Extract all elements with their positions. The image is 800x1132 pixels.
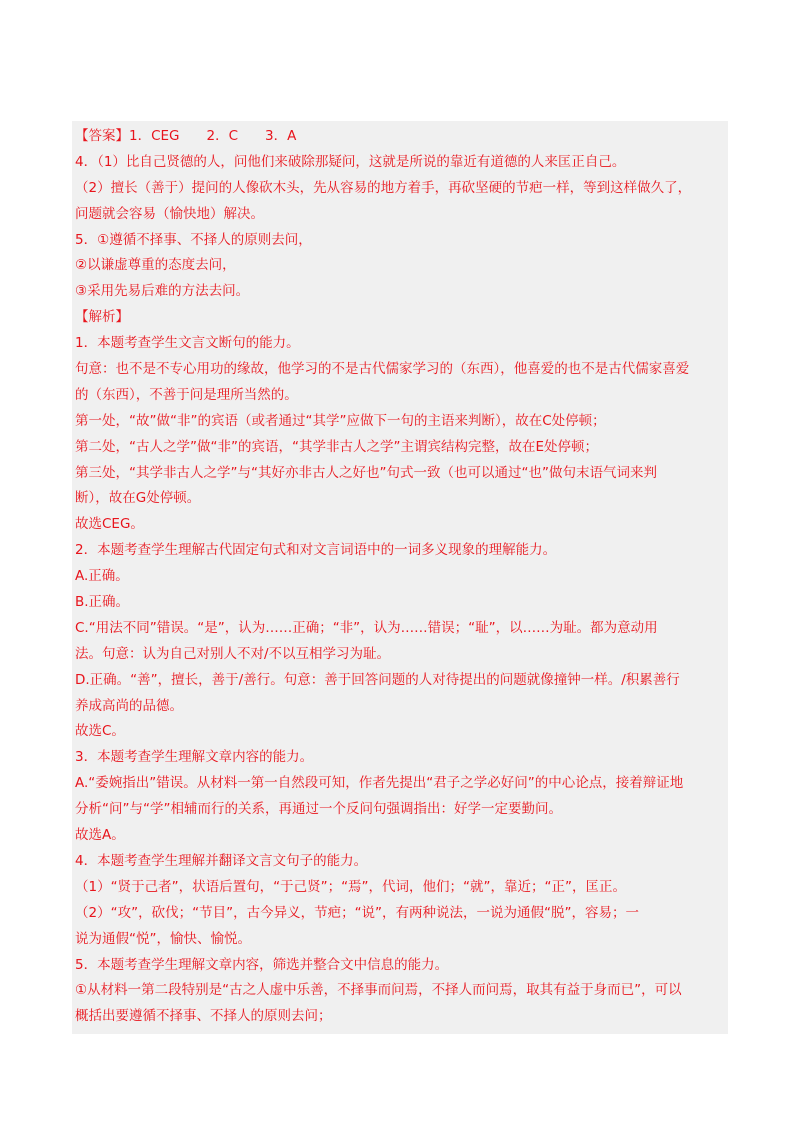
text-line: ③采用先易后难的方法去问。 [75,283,250,300]
text-line: 说为通假“悦”，愉快、愉悦。 [75,930,251,947]
text-line: D.正确。“善”，擅长，善于/善行。句意：善于回答问题的人对待提出的问题就像撞钟一样。/积累善行 [75,671,680,688]
text-line: 1．本题考查学生文言文断句的能力。 [75,335,300,352]
text-line: （2）擅长（善于）提问的人像砍木头，先从容易的地方着手，再砍坚硬的节疤一样，等到这样做久了， [75,179,692,196]
text-line: 养成高尚的品德。 [75,697,183,714]
text-line: 的（东西），不善于问是理所当然的。 [75,386,298,403]
text-line: A.“委婉指出”错误。从材料一第一自然段可知，作者先提出“君子之学必好问”的中心论点，接着辩证地 [75,775,684,792]
text-line: 【解析】 [75,309,129,326]
text-line: 断），故在G处停顿。 [75,490,201,507]
text-line: 分析“问”与“学”相辅而行的关系，再通过一个反问句强调指出：好学一定要勤问。 [75,801,562,818]
text-line: 故选C。 [75,723,125,740]
text-line: C.“用法不同”错误。“是”，认为……正确；“非”，认为……错误；“耻”，以……为耻。都为意动用 [75,619,658,636]
text-line: 5．①遵循不择事、不择人的原则去问， [75,231,312,248]
text-line: 句意：也不是不专心用功的缘故，他学习的不是古代儒家学习的（东西），他喜爱的也不是古代儒家喜爱 [75,361,690,378]
text-line: 问题就会容易（愉快地）解决。 [75,205,264,222]
text-line: 故选CEG。 [75,516,144,533]
text-line: A.正确。 [75,568,129,585]
text-line: 第三处，“其学非古人之学”与“其好亦非古人之好也”句式一致（也可以通过“也”做句末语气词来判 [75,464,657,481]
text-line: 概括出要遵循不择事、不择人的原则去问； [75,1008,332,1025]
text-line: 3．本题考查学生理解文章内容的能力。 [75,749,314,766]
text-line: 法。句意：认为自己对别人不对/不以互相学习为耻。 [75,645,391,662]
text-line: 5．本题考查学生理解文章内容，筛选并整合文中信息的能力。 [75,956,449,973]
text-line: 第一处，“故”做“非”的宾语（或者通过“其学”应做下一句的主语来判断），故在C处停顿； [75,412,606,429]
text-line: （1）“贤于己者”，状语后置句，“于己贤”；“焉”，代词，他们；“就”，靠近；“正”，匡正。 [75,878,627,895]
text-line: （2）“攻”，砍伐；“节目”，古今异义，节疤；“说”，有两种说法，一说为通假“脱”，容易；一 [75,904,640,921]
text-line: ②以谦虚尊重的态度去问， [75,257,236,274]
text-line: 4．（1）比自己贤德的人，问他们来破除那疑问，这就是所说的靠近有道德的人来匡正自己。 [75,153,626,170]
text-line: 2．本题考查学生理解古代固定句式和对文言词语中的一词多义现象的理解能力。 [75,542,557,559]
text-line: ①从材料一第二段特别是“古之人虚中乐善，不择事而问焉，不择人而问焉，取其有益于身而已”，可以 [75,982,682,999]
text-line: B.正确。 [75,594,130,611]
answer-explanation-block [72,121,728,1034]
text-line: 第二处，“古人之学”做“非”的宾语，“其学非古人之学”主谓宾结构完整，故在E处停顿； [75,438,598,455]
text-line: 【答案】1．CEG 2．C 3．A [75,128,297,144]
text-line: 4．本题考查学生理解并翻译文言文句子的能力。 [75,852,368,869]
text-line: 故选A。 [75,827,125,844]
